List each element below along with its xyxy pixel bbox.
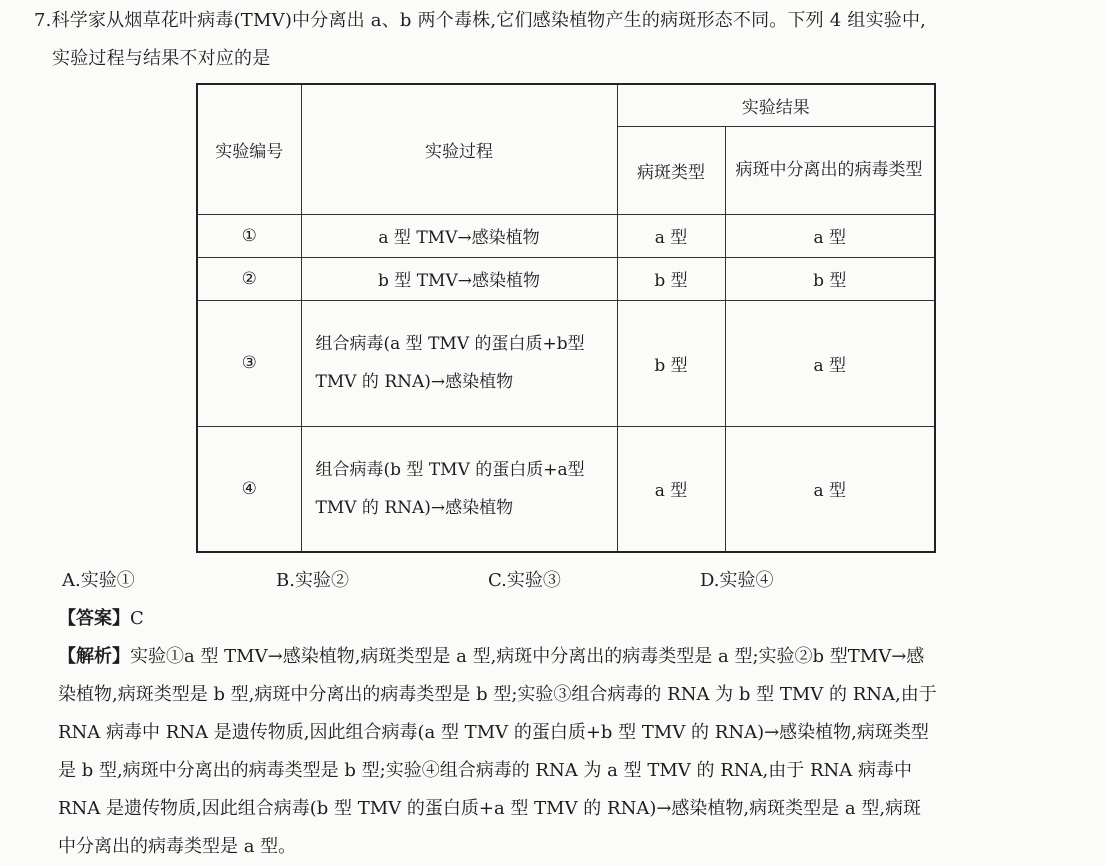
row-isolated: a 型 bbox=[725, 214, 935, 257]
header-lesion-type: 病斑类型 bbox=[617, 126, 725, 214]
option-d[interactable]: D.实验④ bbox=[700, 570, 774, 591]
analysis-line: 【解析】实验①a 型 TMV→感染植物,病斑类型是 a 型,病斑中分离出的病毒类型是 a 型;实验②b 型TMV→感 bbox=[58, 646, 925, 667]
analysis-label: 【解析】 bbox=[58, 646, 130, 667]
analysis-line: 中分离出的病毒类型是 a 型。 bbox=[58, 836, 297, 857]
answer-options bbox=[0, 566, 1105, 596]
option-b[interactable]: B.实验② bbox=[276, 570, 349, 591]
analysis-block bbox=[58, 638, 1088, 866]
analysis-line: RNA 是遗传物质,因此组合病毒(b 型 TMV 的蛋白质+a 型 TMV 的 RNA)→感染植物,病斑类型是 a 型,病斑 bbox=[58, 798, 922, 819]
table-row bbox=[197, 300, 935, 426]
experiment-table bbox=[196, 83, 936, 553]
question-stem-line-1: 7.科学家从烟草花叶病毒(TMV)中分离出 a、b 两个毒株,它们感染植物产生的病斑形态不同。下列 4 组实验中, bbox=[34, 10, 927, 31]
row-isolated: a 型 bbox=[725, 300, 935, 426]
table-row bbox=[197, 426, 935, 552]
answer-value: C bbox=[130, 608, 144, 629]
row-id: ④ bbox=[197, 426, 301, 552]
header-process: 实验过程 bbox=[301, 84, 617, 214]
header-experiment-id: 实验编号 bbox=[197, 84, 301, 214]
row-lesion: a 型 bbox=[617, 214, 725, 257]
row-isolated: b 型 bbox=[725, 257, 935, 300]
row-id: ② bbox=[197, 257, 301, 300]
question-stem-line-2: 实验过程与结果不对应的是 bbox=[52, 48, 271, 69]
row-process: a 型 TMV→感染植物 bbox=[301, 214, 617, 257]
row-id: ③ bbox=[197, 300, 301, 426]
row-isolated: a 型 bbox=[725, 426, 935, 552]
row-id: ① bbox=[197, 214, 301, 257]
analysis-line: RNA 病毒中 RNA 是遗传物质,因此组合病毒(a 型 TMV 的蛋白质+b 型 TMV 的 RNA)→感染植物,病斑类型 bbox=[58, 722, 929, 743]
table-row bbox=[197, 257, 935, 300]
answer-label: 【答案】 bbox=[58, 608, 130, 629]
row-process: 组合病毒(a 型 TMV 的蛋白质+b型 TMV 的 RNA)→感染植物 bbox=[301, 300, 617, 426]
row-lesion: a 型 bbox=[617, 426, 725, 552]
option-c[interactable]: C.实验③ bbox=[488, 570, 561, 591]
answer-line bbox=[58, 604, 144, 630]
analysis-line: 染植物,病斑类型是 b 型,病斑中分离出的病毒类型是 b 型;实验③组合病毒的 RNA 为 b 型 TMV 的 RNA,由于 bbox=[58, 684, 937, 705]
option-a[interactable]: A.实验① bbox=[62, 570, 135, 591]
row-process: b 型 TMV→感染植物 bbox=[301, 257, 617, 300]
row-lesion: b 型 bbox=[617, 257, 725, 300]
row-process: 组合病毒(b 型 TMV 的蛋白质+a型 TMV 的 RNA)→感染植物 bbox=[301, 426, 617, 552]
table-row bbox=[197, 214, 935, 257]
header-isolated-type: 病斑中分离出的病毒类型 bbox=[725, 126, 935, 214]
row-lesion: b 型 bbox=[617, 300, 725, 426]
header-result: 实验结果 bbox=[617, 84, 935, 126]
analysis-line: 是 b 型,病斑中分离出的病毒类型是 b 型;实验④组合病毒的 RNA 为 a 型 TMV 的 RNA,由于 RNA 病毒中 bbox=[58, 760, 913, 781]
